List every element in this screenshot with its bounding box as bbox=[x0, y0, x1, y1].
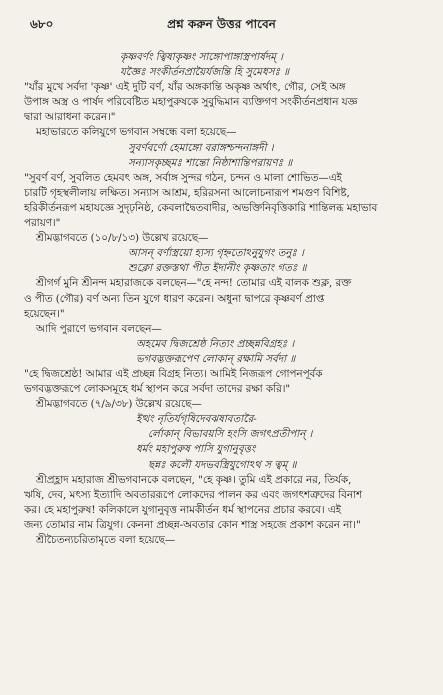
text-line: চারটি গৃহস্থলীলায় লক্ষিত। সন্যাস আশ্রম, হরিরসনা আলোচনারূপ শমগুণ বিশিষ্ট, bbox=[24, 186, 350, 199]
verse-line: ভগবদ্ভক্তরূপেণ লোকান্ রক্ষামি সর্বদা ॥ bbox=[136, 352, 296, 365]
text-line: শ্রীমদ্ভাগবতে (৭/৯/৩৮) উল্লেখ রয়েছে— bbox=[36, 398, 202, 411]
text-line: উপাঙ্গ অস্ত্র ও পার্ষদ পরিবেষ্টিত মহাপুরুষকে সুবুদ্ধিমান ব্যক্তিগণ সংকীর্তনপ্রধান যজ্ঞ bbox=[24, 96, 358, 109]
verse-line: যজ্ঞৈঃ সংকীর্তনপ্রায়ৈর্যজন্তি হি সুমেধসঃ ॥ bbox=[120, 66, 290, 79]
text-line: কর। হে মহাপুরুষ! কলিকালে যুগানুবৃত্ত নামকীর্তন ধর্ম স্থাপনের প্রচার করবে। এই bbox=[24, 503, 342, 516]
verse-line: কৃষ্ণবর্ণং ত্বিষাকৃষ্ণং সাঙ্গোপাঙ্গাস্ত্রপার্ষদম্ । bbox=[120, 51, 283, 63]
text-line: ঋষি, দেব, মৎস্য ইত্যাদি অবতাররূপে লোকদের পালন কর এবং জগৎশত্রুদের বিনাশ bbox=[24, 488, 363, 501]
text-line: "হে দ্বিজশ্রেষ্ঠ! আমার এই প্রচ্ছন্ন বিগ্রহ নিত্য। আমিই নিজরূপ গোপনপূর্বক bbox=[24, 367, 323, 380]
text-line: পরায়ণ।" bbox=[24, 217, 61, 230]
verse-line: র্লোকান্ বিভাবয়সি হংসি জগৎপ্রতীপান্ । bbox=[148, 428, 313, 441]
text-line: আদি পুরাণে ভগবান বলছেন— bbox=[36, 322, 162, 335]
text-line: "সুবর্ণ বর্ণ, সুবলিত হেমবৎ অঙ্গ, সর্বাঙ্গ সুন্দর গঠন, চন্দন ও মালা শোভিত—এই bbox=[24, 171, 342, 184]
verse-line: সন্যাসকৃচ্ছমঃ শান্তো নিষ্ঠাশান্তিপরায়ণঃ ॥ bbox=[128, 156, 293, 169]
text-line: হরিকীর্তনরূপ মহাযজ্ঞে সুদৃঢ়নিষ্ঠ, কেবলাদ্বৈতবাদীর, অভক্তিনিবৃত্তিকারি শান্তিলব্ধ মহাভাব bbox=[24, 201, 378, 214]
body-text bbox=[24, 50, 419, 548]
text-line: শ্রীমদ্ভাগবতে (১০/৮/১৩) উল্লেখ রয়েছে— bbox=[36, 232, 209, 245]
verse-line: ইত্থং নৃতির্যগৃষিদেবঝষাবতারৈ- bbox=[136, 413, 257, 426]
page-number: ৬৮০ bbox=[30, 17, 54, 31]
page-header bbox=[24, 16, 419, 38]
text-line: ও পীত (গৌর) বর্ণ অন্য তিন যুগে ধারণ করেন। অধুনা দ্বাপরে কৃষ্ণবর্ণ প্রাপ্ত bbox=[24, 292, 325, 305]
text-line: "যাঁর মুখে সর্বদা 'কৃষ্ণ' এই দুটি বর্ণ, যাঁর অঙ্গকান্তি অকৃষ্ণ অর্থাৎ, গৌর, সেই অঙ্গ bbox=[24, 81, 346, 94]
text-line: শ্রীচৈতন্যচরিতামৃতে বলা হয়েছে— bbox=[36, 534, 176, 546]
verse-line: অহমেব দ্বিজশ্রেষ্ঠ নিত্যং প্রচ্ছন্নবিগ্রহঃ । bbox=[136, 337, 295, 350]
running-title: প্রশ্ন করুন উত্তর পাবেন bbox=[167, 17, 276, 31]
verse-line: শুক্লো রক্তস্তথা পীত ইদানীং কৃষ্ণতাং গতঃ ॥ bbox=[128, 262, 307, 275]
text-line: ভগবদ্ভক্তরূপে লোকসমূহে ধর্ম স্থাপন করে সর্বদা তাদের রক্ষা করি।" bbox=[24, 383, 291, 396]
verse-line: সুবর্ণবর্ণো হেমাঙ্গো বরাঙ্গশ্চন্দনাঙ্গদী । bbox=[128, 141, 274, 154]
text-line: হয়েছেন।" bbox=[24, 307, 65, 320]
verse-line: আসন্ বর্ণাস্ত্রয়ো হ্যস্য গৃহ্নতোঽনুযুগং তনুঃ । bbox=[128, 247, 304, 260]
text-line: শ্রীগর্গ মুনি শ্রীনন্দ মহারাজকে বলছেন—"হে নন্দ! তোমার এই বালক শুক্ল, রক্ত bbox=[36, 277, 352, 290]
text-line: মহাভারতে কলিযুগে ভগবান সম্বন্ধে বলা হয়েছে— bbox=[36, 126, 237, 139]
verse-line: ধর্মং মহাপুরুষ পাসি যুগানুবৃত্তং bbox=[136, 443, 256, 456]
text-line: শ্রীপ্রহ্লাদ মহারাজ শ্রীভগবানকে বলছেন, "হে কৃষ্ণ। তুমি এই প্রকারে নর, তির্যক, bbox=[36, 473, 352, 486]
text-line: দ্বারা আরাধনা করেন।" bbox=[24, 111, 116, 124]
verse-line: ছন্নঃ কলৌ যদভবস্ত্রিযুগোঽথ স ত্বম্ ॥ bbox=[148, 458, 297, 471]
text-line: জন্য তোমার নাম ত্রিযুগ। কেননা প্রচ্ছন্ন-অবতার কোন শাস্ত্র সহজে প্রকাশ করেন না।" bbox=[24, 518, 361, 531]
